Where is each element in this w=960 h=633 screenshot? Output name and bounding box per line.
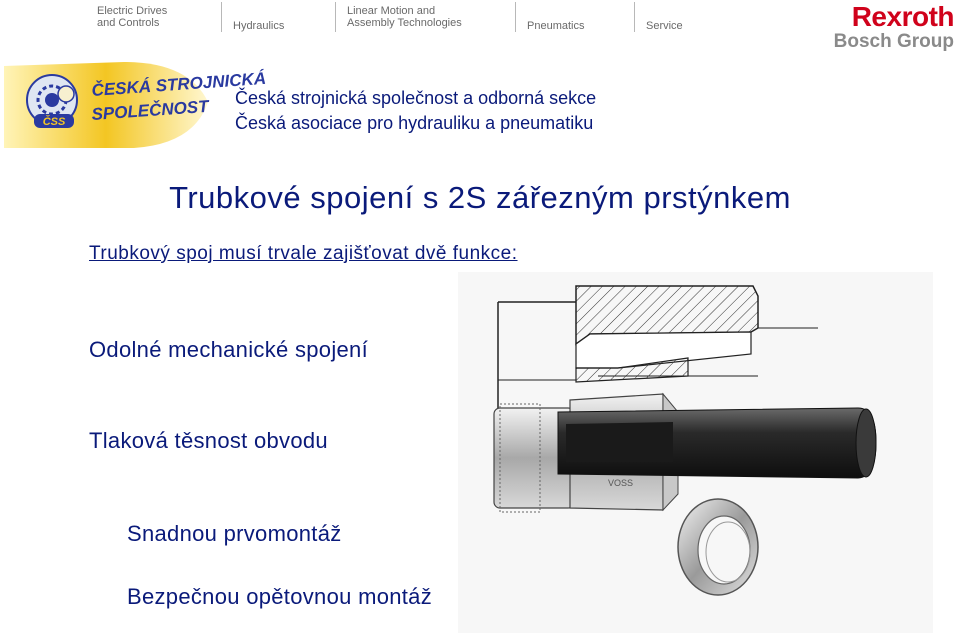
divider [634, 2, 635, 32]
css-badge-text: ČSS [42, 116, 66, 128]
division-line: Service [646, 20, 683, 32]
division-line: Electric Drives [97, 5, 168, 17]
society-line-2: Česká asociace pro hydrauliku a pneumatiku [235, 113, 594, 133]
division-line: and Controls [97, 17, 160, 29]
division-hydraulics[interactable] [233, 20, 284, 32]
division-linear-motion[interactable] [347, 5, 462, 29]
bullet-point: Odolné mechanické spojení [89, 337, 368, 362]
division-electric-drives[interactable] [97, 5, 167, 29]
bullet-point: Snadnou prvomontáž [127, 521, 342, 546]
rexroth-logo[interactable] [834, 2, 954, 52]
svg-text:VOSS: VOSS [608, 478, 634, 488]
division-line: Pneumatics [527, 20, 585, 32]
cutting-ring [678, 499, 758, 595]
logo-text-line1: ČESKÁ STROJNICKÁ [90, 68, 267, 100]
slide-subtitle: Trubkový spoj musí trvale zajišťovat dvě funkce: [89, 243, 518, 264]
css-society-logo [4, 62, 267, 148]
division-line: Hydraulics [233, 20, 285, 32]
divider [335, 2, 336, 32]
brand-subtitle: Bosch Group [833, 31, 954, 52]
logo-text-line2: SPOLEČNOST [90, 96, 210, 124]
division-service[interactable] [646, 20, 683, 32]
division-line: Linear Motion and [347, 5, 436, 17]
division-pneumatics[interactable] [527, 20, 584, 32]
bullet-point: Tlaková těsnost obvodu [89, 428, 328, 453]
bullet-point: Bezpečnou opětovnou montáž [127, 584, 433, 609]
tube-cutaway [558, 408, 876, 478]
society-line-1: Česká strojnická společnost a odborná sekce [235, 88, 597, 108]
tube-fitting-illustration [458, 272, 933, 633]
society-name [235, 86, 596, 136]
slide-title: Trubkové spojení s 2S zářezným prstýnkem [169, 180, 791, 215]
brand-name: Rexroth [851, 1, 954, 32]
divider [515, 2, 516, 32]
divider [221, 2, 222, 32]
division-line: Assembly Technologies [347, 17, 462, 29]
division-header [0, 0, 960, 60]
